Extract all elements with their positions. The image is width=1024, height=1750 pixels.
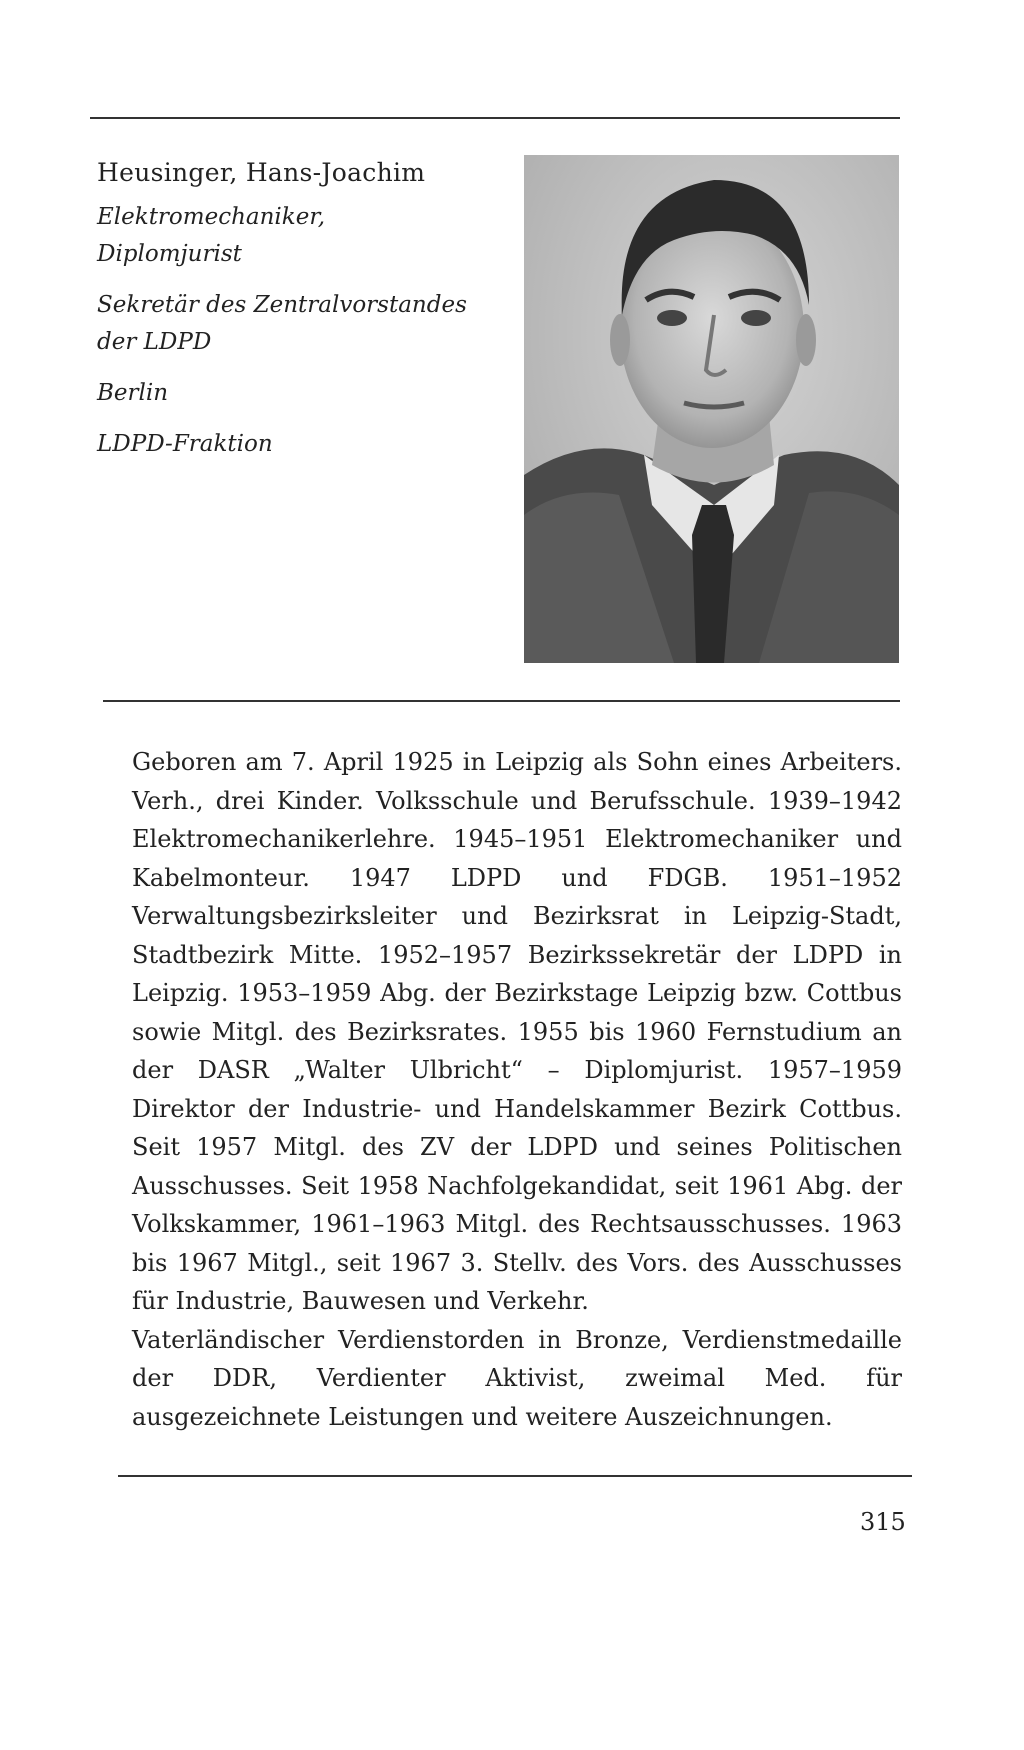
position-block — [97, 287, 517, 361]
entry-header — [97, 158, 517, 477]
city-block — [97, 375, 517, 412]
bottom-divider — [118, 1475, 912, 1477]
biography-text — [132, 743, 902, 1436]
page-number: 315 — [860, 1508, 906, 1536]
faction: LDPD-Fraktion — [97, 431, 273, 457]
portrait-photo — [524, 155, 899, 663]
portrait-illustration — [524, 155, 899, 663]
middle-divider — [103, 700, 900, 702]
position-line-1: Sekretär des Zentralvorstandes — [97, 292, 467, 318]
profession-block — [97, 199, 517, 273]
person-name: Heusinger, Hans-Joachim — [97, 158, 426, 187]
city: Berlin — [97, 380, 169, 406]
profession-line-1: Elektromechaniker, — [97, 204, 326, 230]
top-divider — [90, 117, 900, 119]
faction-block — [97, 426, 517, 463]
position-line-2: der LDPD — [97, 329, 212, 355]
biography-paragraph: Geboren am 7. April 1925 in Leipzig als Sohn eines Arbeiters. Verh., drei Kinder. Volksschule und Berufsschule. 1939–1942 Elektromechanikerlehre. 1945–1951 Elektromechaniker und Kabelmonteur. 1947 LDPD und FDGB. 1951–1952 Verwaltungsbezirksleiter und Bezirksrat in Leipzig-Stadt, Stadtbezirk Mitte. 1952–1957 Bezirkssekretär der LDPD in Leipzig. 1953–1959 Abg. der Bezirkstage Leipzig bzw. Cottbus sowie Mitgl. des Bezirksrates. 1955 bis 1960 Fernstudium an der DASR „Walter Ulbricht“ – Diplomjurist. 1957–1959 Direktor der Industrie- und Handelskammer Bezirk Cottbus. Seit 1957 Mitgl. des ZV der LDPD und seines Politischen Ausschusses. Seit 1958 Nachfolgekandidat, seit 1961 Abg. der Volkskammer, 1961–1963 Mitgl. des Rechtsausschusses. 1963 bis 1967 Mitgl., seit 1967 3. Stellv. des Vors. des Ausschusses für Industrie, Bauwesen und Verkehr. — [132, 748, 902, 1315]
awards-paragraph: Vaterländischer Verdienstorden in Bronze, Verdienstmedaille der DDR, Verdienter Aktivist, zweimal Med. für ausgezeichnete Leistungen und weitere Auszeichnungen. — [132, 1325, 902, 1431]
profession-line-2: Diplomjurist — [97, 241, 242, 267]
